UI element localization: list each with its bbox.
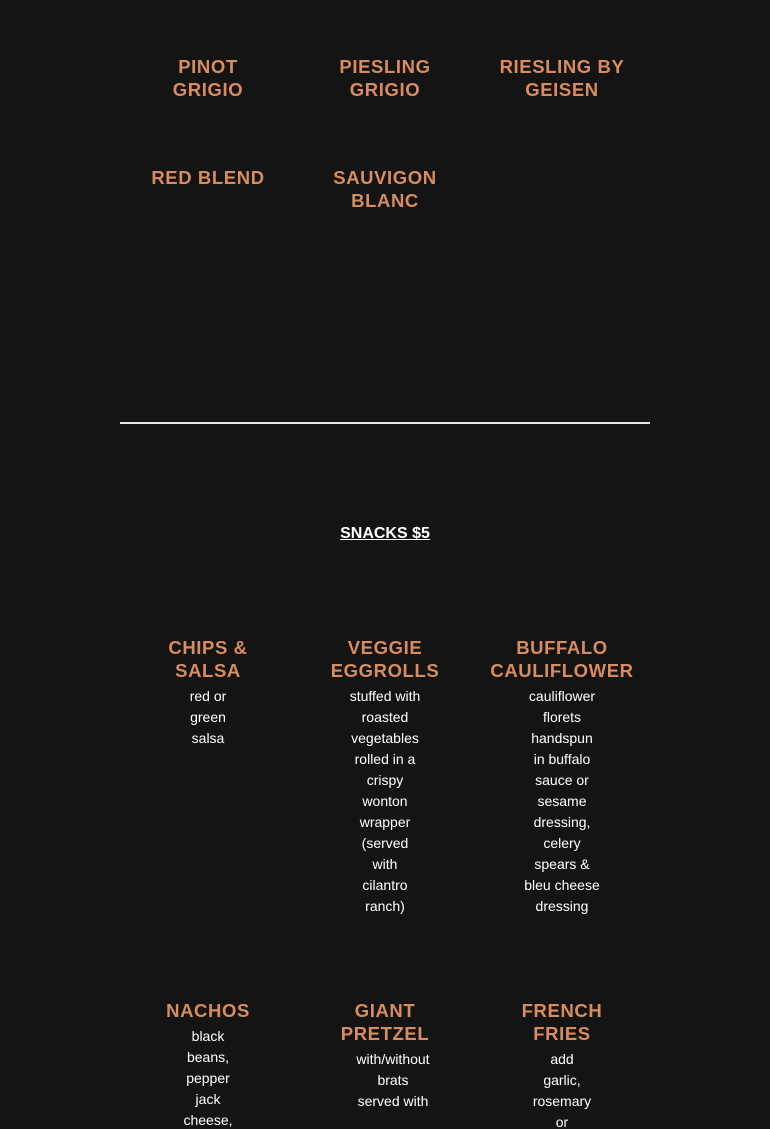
snack-name: CHIPS & SALSA <box>168 637 248 681</box>
snacks-section-heading: SNACKS $5 <box>340 525 430 542</box>
snack-name: FRENCH FRIES <box>521 1000 603 1044</box>
snack-name: BUFFALO CAULIFLOWER <box>490 637 634 681</box>
wine-name: PIESLING GRIGIO <box>339 56 431 100</box>
snack-description: black beans, pepper jack cheese, <box>183 1028 233 1128</box>
snack-item-veggie-eggrolls <box>315 636 455 917</box>
snack-item-chips-salsa <box>138 636 278 749</box>
section-divider <box>120 422 650 424</box>
snack-item-nachos <box>138 999 278 1129</box>
snack-description: with/without brats served with <box>356 1051 430 1109</box>
snack-description: stuffed with roasted vegetables rolled in a crispy wonton wrapper (served with cilantro ranch) <box>349 688 421 914</box>
wine-name: RED BLEND <box>151 167 265 188</box>
snack-name: GIANT PRETZEL <box>340 1000 430 1044</box>
snack-item-giant-pretzel <box>315 999 455 1112</box>
snack-description: cauliflower florets handspun in buffalo sauce or sesame dressing, celery spears & bleu cheese dressing <box>524 688 600 914</box>
snack-item-french-fries <box>486 999 638 1129</box>
wine-name: RIESLING BY GEISEN <box>499 56 625 100</box>
wine-item-pinot-grigio <box>148 55 268 101</box>
wine-item-riesling-by-geisen <box>486 55 638 101</box>
snack-name: VEGGIE EGGROLLS <box>330 637 440 681</box>
wine-name: SAUVIGON BLANC <box>333 167 437 211</box>
snack-item-buffalo-cauliflower <box>486 636 638 917</box>
wine-item-sauvigon-blanc <box>315 166 455 212</box>
wine-item-red-blend <box>138 166 278 189</box>
snack-description: add garlic, rosemary or <box>532 1051 592 1129</box>
wine-item-piesling-grigio <box>325 55 445 101</box>
snack-description: red or green salsa <box>189 688 227 746</box>
snack-name: NACHOS <box>166 1000 250 1021</box>
wine-name: PINOT GRIGIO <box>172 56 244 100</box>
